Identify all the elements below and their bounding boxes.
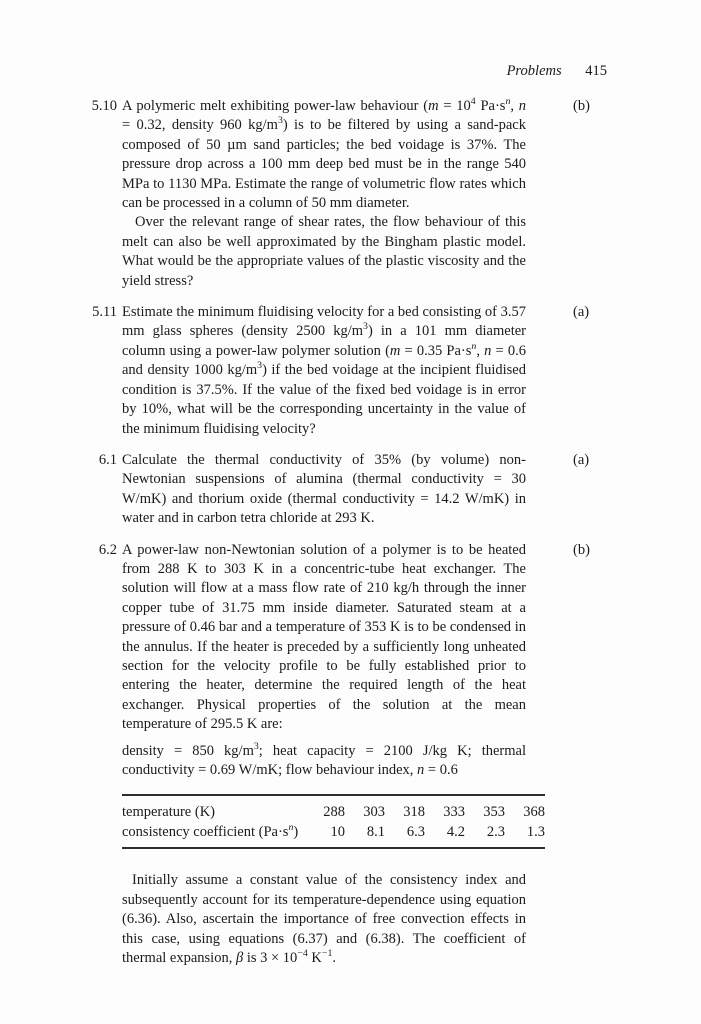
text-segment: Over the relevant range of shear rates, the flow behaviour of this melt can also be well approximated by the Bingham plastic model. What would be the appropriate values of the plastic viscosity and the yield stress?	[122, 214, 526, 289]
styled-text-segment: 3	[253, 740, 259, 752]
part-marker: (a)	[573, 451, 590, 468]
text-segment: ) in a 101 mm diameter column using a power-law polymer solution (	[122, 323, 526, 359]
problem-5-11	[80, 303, 640, 439]
part-marker: (b)	[573, 98, 590, 114]
table-row-consistency-coefficient	[122, 822, 545, 848]
problem-number: 6.2	[98, 541, 117, 558]
text-segment: .	[332, 950, 337, 967]
text-segment: = 0.32, density 960 kg/m	[122, 117, 278, 134]
table-cell: 8.1	[366, 824, 385, 841]
row-label	[122, 822, 305, 848]
text-segment: = 0.6	[424, 762, 458, 778]
table-cell: 4.2	[446, 824, 465, 841]
styled-text-segment: n	[484, 342, 492, 359]
styled-text-segment: n	[417, 762, 425, 778]
problem-text	[122, 97, 526, 291]
styled-text-segment: 3	[277, 115, 283, 127]
part-marker: (a)	[573, 304, 590, 321]
problem-number: 5.10	[91, 98, 117, 114]
text-segment: = 10	[438, 98, 471, 114]
styled-text-segment: 3	[257, 360, 263, 372]
text-segment: = 0.35 Pa·s	[400, 342, 472, 359]
text-segment: ,	[476, 342, 485, 359]
problem-6-1	[80, 451, 640, 529]
table-cell: 353	[483, 804, 505, 821]
styled-text-segment: 3	[363, 321, 368, 333]
paragraph	[122, 97, 526, 213]
problem-text	[122, 541, 545, 969]
paragraph	[122, 451, 526, 529]
row-label	[122, 795, 305, 822]
text-segment: ) if the bed voidage at the incipient fluidised condition is 37.5%. If the value of the fixed bed voidage is in error by 10%, what will be the corresponding uncertainty in the value of the minimum fluidising velocity?	[122, 362, 526, 437]
consistency-coefficient-table	[122, 794, 545, 849]
styled-text-segment: β	[235, 950, 244, 967]
table-cell: 10	[330, 824, 345, 841]
problem-6-2	[80, 541, 640, 969]
table-cell: 333	[443, 804, 465, 821]
text-segment: A polymeric melt exhibiting power-law behaviour (	[122, 98, 429, 114]
table-cell: 288	[323, 804, 345, 821]
text-segment: consistency coefficient (Pa·s	[122, 824, 289, 841]
text-segment: ; heat capacity = 2100 J/kg K; thermal conductivity = 0.69 W/mK; flow behaviour index,	[122, 742, 526, 778]
paragraph	[122, 303, 526, 439]
paragraph	[122, 541, 526, 735]
paragraph	[122, 213, 526, 291]
text-segment: K	[307, 950, 322, 967]
header-page-number: 415	[585, 63, 607, 79]
styled-text-segment: n	[288, 822, 294, 834]
text-segment: )	[293, 824, 299, 841]
properties-paragraph	[122, 742, 526, 781]
styled-text-segment: m	[428, 98, 439, 114]
problems-list	[80, 97, 640, 980]
text-segment: Estimate the minimum fluidising velocity for a bed consisting of 3.57 mm glass spheres (density 2500 kg/m	[122, 304, 526, 340]
problem-5-10	[80, 97, 640, 291]
styled-text-segment: n	[505, 96, 511, 108]
problem-text	[122, 451, 526, 529]
text-segment: density = 850 kg/m	[122, 742, 254, 759]
header-section-title: Problems	[506, 63, 562, 79]
table-cell: 6.3	[406, 824, 425, 841]
styled-text-segment: n	[518, 98, 526, 114]
styled-text-segment: m	[389, 342, 401, 359]
part-marker: (b)	[573, 541, 590, 558]
text-segment: temperature (K)	[122, 804, 215, 821]
problem-text	[122, 303, 526, 439]
text-segment: Pa·s	[475, 98, 506, 114]
text-segment: is 3 × 10	[243, 950, 298, 967]
text-segment: ,	[510, 98, 519, 114]
problem-number: 5.11	[92, 304, 117, 321]
styled-text-segment: 4	[470, 96, 476, 108]
text-segment: Calculate the thermal conductivity of 35% (by volume) non-Newtonian suspensions of alumina (thermal conductivity = 30 W/mK) and thorium oxide (thermal conductivity = 14.2 W/mK) in water and in carbon tetra chloride at 293 K.	[122, 451, 526, 527]
text-segment: Initially assume a constant value of the consistency index and subsequently account for its temperature-dependence using equation (6.36). Also, ascertain the importance of free convection effects in this case, using equations (6.37) and (6.38). The coefficient of thermal expansion,	[122, 872, 526, 967]
styled-text-segment: −4	[297, 948, 308, 960]
table-row-temperature	[122, 795, 545, 822]
problem-number: 6.1	[98, 451, 117, 468]
text-segment: A power-law non-Newtonian solution of a polymer is to be heated from 288 K to 303 K in a concentric-tube heat exchanger. The solution will flow at a mass flow rate of 210 kg/h through the inner copper tube of 31.75 mm inside diameter. Saturated steam at a pressure of 0.46 bar and a temperature of 353 K is to be condensed in the annulus. If the heater is preceded by a sufficiently long unheated section for the velocity profile to be fully established prior to entering the heater, determine the required length of the heat exchanger. Physical properties of the solution at the mean temperature of 295.5 K are:	[122, 541, 526, 733]
running-header	[0, 62, 607, 80]
text-segment: = 0.6 and density 1000 kg/m	[122, 342, 526, 379]
table-cell: 303	[363, 804, 385, 821]
table-cell: 2.3	[486, 824, 505, 841]
table-cell: 318	[403, 804, 425, 821]
table-cell: 1.3	[526, 824, 545, 841]
styled-text-segment: −1	[321, 948, 333, 960]
text-segment: ) is to be filtered by using a sand-pack composed of 50 µm sand particles; the bed voidage is 37%. The pressure drop across a 100 mm deep bed must be in the range 540 MPa to 1130 MPa. Estimate the range of volumetric flow rates which can be processed in a column of 50 mm diameter.	[122, 117, 526, 212]
styled-text-segment: n	[471, 341, 477, 353]
closing-paragraph	[122, 871, 526, 968]
table-cell: 368	[523, 804, 545, 821]
